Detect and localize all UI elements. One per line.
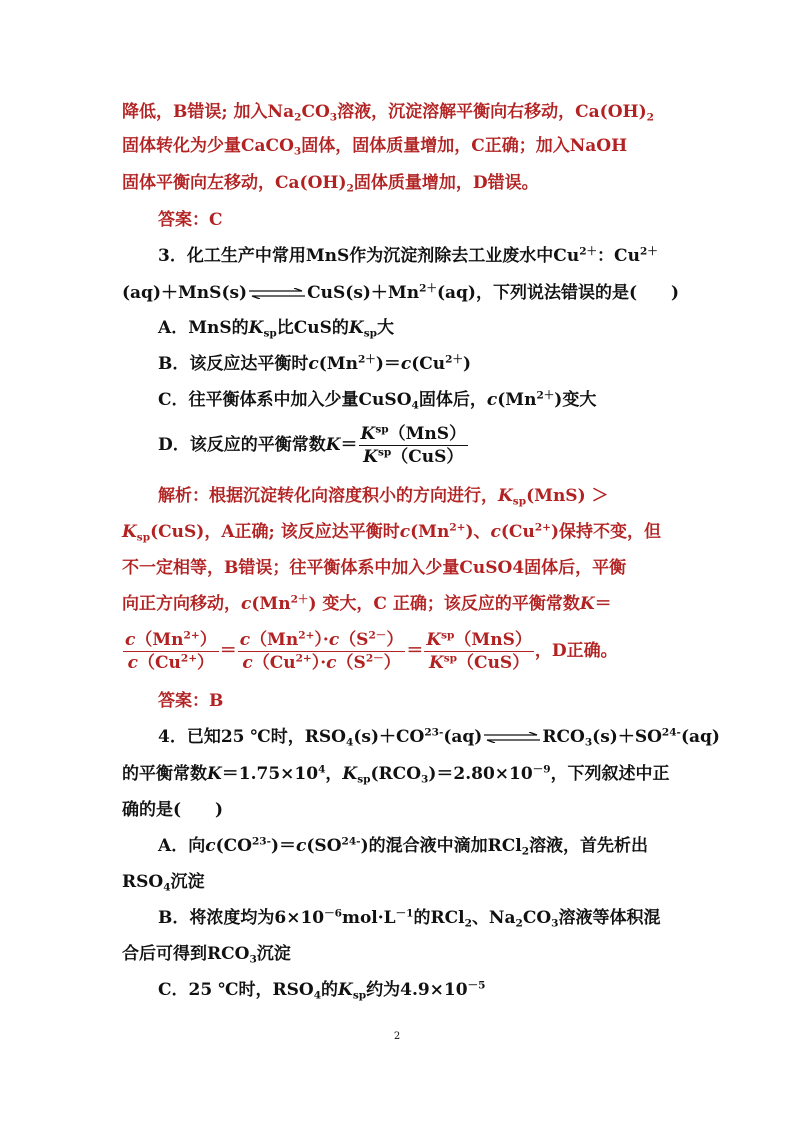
c-product-ratio-fraction: $\frac{c(Mn^{2+})\cdot c(S^{2-})}{c(Cu^{2+})\cdot c(S^{2-})}$ — [239, 629, 404, 673]
analysis-line-3: 固体平衡向左移动，$Ca(OH)_2$固体质量增加，D错误。 — [122, 173, 539, 195]
page-number: 2 — [393, 1031, 401, 1042]
q3-analysis-line-3: 不一定相等，B错误；往平衡体系中加入少量CuSO4固体后，平衡 — [122, 558, 627, 578]
equilibrium-arrow-icon — [248, 288, 306, 299]
q4-stem-line-2: 的平衡常数$K=1.75\times 10^4$，$K_{sp}(RCO_3)=2.80\times 10^{-9}$，下列叙述中正 — [122, 763, 670, 786]
q4-option-a-line-1: A．向$c(CO^{23-})=c(SO^{24-})$的混合液中滴加RCl$_2$溶液，首先析出 — [158, 835, 649, 858]
q4-stem-line-3: 确的是( ) — [122, 800, 224, 820]
q4-option-b-line-2: 合后可得到$RCO_3$沉淀 — [122, 944, 291, 966]
q4-option-c: C．25 ℃时，$RSO_4$的$K_{sp}$约为$4.9\times 10^{-5}$ — [158, 979, 486, 1002]
q3-analysis-line-4: 向正方向移动，$c(Mn^{2+})$ 变大，C 正确；该反应的平衡常数K＝ — [122, 593, 612, 614]
q4-stem-line-1: 4．已知25 ℃时，$RSO_4(s)+CO^{23-}(aq)$ $RCO_3(s)+SO^{24-}(aq)$ — [158, 726, 720, 749]
analysis-line-2: 固体转化为少量CaCO$_3$固体，固体质量增加，C正确；加入NaOH — [122, 136, 628, 158]
analysis-line-1: 降低，B错误; 加入$Na_2CO_3$溶液，沉淀溶解平衡向右移动，$Ca(OH)_2$ — [122, 102, 654, 124]
c-ratio-fraction: $\frac{c(Mn^{2+})}{c(Cu^{2+})}$ — [125, 629, 217, 673]
q3-option-c: C．往平衡体系中加入少量CuSO$_4$固体后，$c(Mn^{2+})$变大 — [158, 389, 597, 412]
q4-option-a-line-2: $RSO_4$沉淀 — [122, 872, 205, 894]
ksp-analysis-fraction: $\frac{K^{sp}(MnS)}{K^{sp}(CuS)}$ — [426, 629, 532, 673]
q3-option-b: B．该反应达平衡时$c(Mn^{2+})=c(Cu^{2+})$ — [158, 353, 472, 374]
q4-option-b-line-1: B．将浓度均为$6\times 10^{-6}mol\cdot L^{-1}$的RCl$_2$、$Na_2CO_3$溶液等体积混 — [158, 907, 661, 930]
q3-stem-line-2: (aq)＋MnS(s) $CuS(s)+Mn^{2+}(aq)$，下列说法错误的是( ) — [122, 282, 680, 303]
q3-stem-line-1: 3．化工生产中常用MnS作为沉淀剂除去工业废水中$Cu^{2+}$：$Cu^{2+}$ — [158, 245, 658, 266]
q3-option-d: D．该反应的平衡常数K＝ $\frac{K^{sp}(MnS)}{K^{sp}(CuS)}$ — [158, 423, 467, 467]
q3-option-a: A．MnS的$K_{sp}$比CuS的$K_{sp}$大 — [158, 318, 394, 340]
q3-analysis-line-2: $K_{sp}(CuS)$，A正确; 该反应达平衡时$c(Mn^{2+})$、$c(Cu^{2+})$保持不变，但 — [122, 521, 662, 544]
q3-analysis-line-1: 解析：根据沉淀转化向溶度积小的方向进行，$K_{sp}(MnS)$ ＞ — [158, 486, 609, 508]
q3-analysis-line-5: $\frac{c(Mn^{2+})}{c(Cu^{2+})}$ ＝ $\frac{c(Mn^{2+})\cdot c(S^{2-})}{c(Cu^{2+})\cdot c(S^{2-})}$ ＝ $\frac{K^{sp}(MnS)}{K^{sp}(CuS)}$ ，D正确。 — [125, 629, 618, 673]
ksp-ratio-fraction: $\frac{K^{sp}(MnS)}{K^{sp}(CuS)}$ — [360, 423, 467, 467]
equilibrium-arrow-icon — [483, 732, 541, 743]
answer-q3: 答案：B — [158, 691, 224, 711]
answer-q2: 答案：C — [158, 210, 223, 230]
